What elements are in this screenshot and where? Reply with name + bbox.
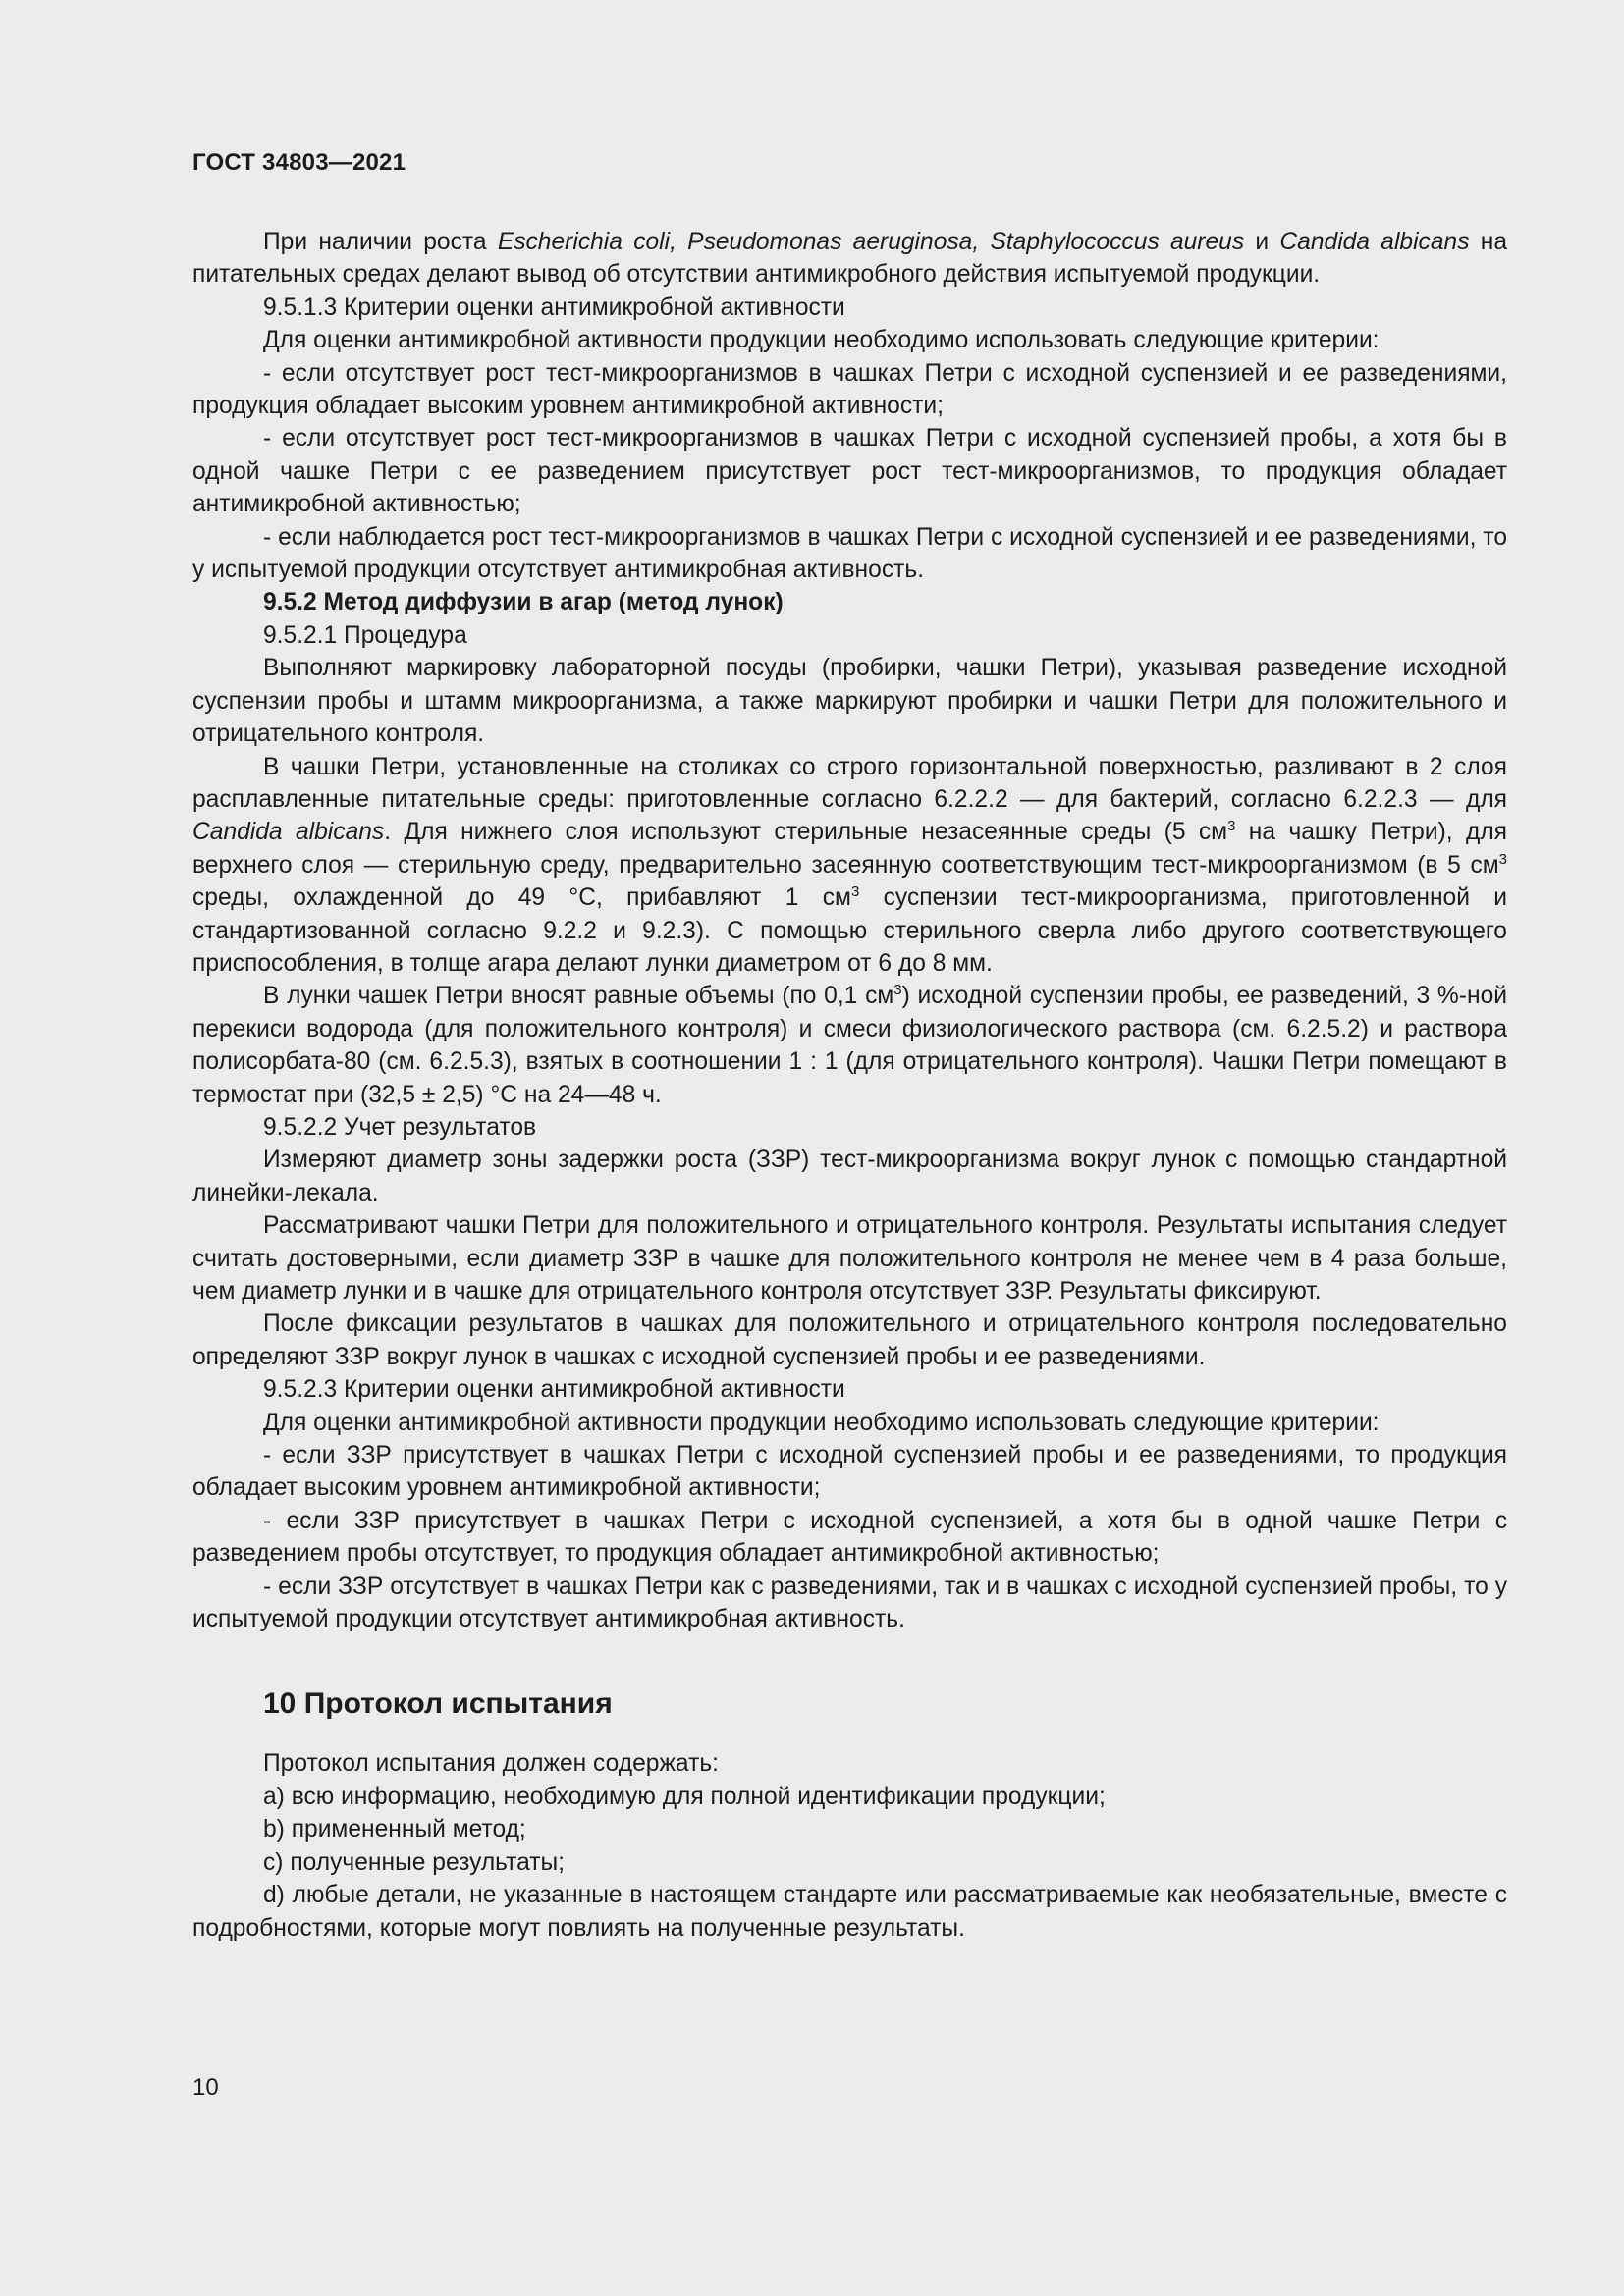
text-run: В чашки Петри, установленные на столиках со строго горизонтальной поверхностью, разливают в 2 слоя расплавленные питательные среды: приготовленные согласно 6.2.2.2 — для бактерий, согласно 6.2.2.3 — для (192, 753, 1507, 813)
list-item: - если ЗЗР отсутствует в чашках Петри как с разведениями, так и в чашках с исходной суспензией пробы, то у испытуемой продукции отсутствует антимикробная активность. (192, 1573, 1507, 1633)
text-run: на питательных средах делают вывод об отсутствии антимикробного действия испытуемой продукции. (192, 229, 1508, 289)
text-run: среды, охлажденной до 49 °С, прибавляют 1 см (192, 884, 851, 912)
subsection-heading: 9.5.2.3 Критерии оценки антимикробной активности (263, 1376, 845, 1404)
subsection-heading-bold: 9.5.2 Метод диффузии в агар (метод лунок) (263, 589, 784, 616)
list-item: - если отсутствует рост тест-микроорганизмов в чашках Петри с исходной суспензией пробы, а хотя бы в одной чашке Петри с ее разведением присутствует рост тест-микроорганизмов, то продукция обладает антимикробной активностью; (192, 425, 1507, 518)
text-run: суспензии тест-микроорганизма, приготовленной и стандартизованной согласно 9.2.2 и 9.2.3). С помощью стерильного сверла либо другого соответствующего приспособления, в толще агара делают лунки диаметром от 6 до 8 мм. (192, 884, 1508, 977)
document-body (192, 226, 1507, 1945)
text-run: и (1244, 229, 1280, 255)
text-run: При наличии роста (263, 229, 498, 255)
list-item: - если ЗЗР присутствует в чашках Петри с исходной суспензией, а хотя бы в одной чашке Петри с разведением пробы отсутствует, то продукция обладает антимикробной активностью; (192, 1507, 1507, 1568)
superscript: 3 (850, 883, 860, 901)
subsection-heading: 9.5.1.3 Критерии оценки антимикробной активности (263, 294, 845, 321)
text-run: на чашку Петри), для верхнего слоя — стерильную среду, предварительно засеянную соответствующим тест-микроорганизмом (в 5 см (192, 819, 1507, 879)
paragraph (192, 980, 1507, 1111)
document-header: ГОСТ 34803—2021 (192, 149, 406, 176)
superscript: 3 (893, 982, 902, 999)
list-item: - если отсутствует рост тест-микроорганизмов в чашках Петри с исходной суспензией и ее разведениями, продукция обладает высоким уровнем антимикробной активности; (192, 359, 1507, 420)
paragraph: Для оценки антимикробной активности продукции необходимо использовать следующие критерии: (263, 1409, 1380, 1436)
paragraph (192, 751, 1507, 981)
paragraph (192, 226, 1507, 292)
subsection-heading: 9.5.2.2 Учет результатов (263, 1113, 537, 1141)
list-item: a) всю информацию, необходимую для полной идентификации продукции; (263, 1783, 1106, 1810)
text-run: . Для нижнего слоя используют стерильные незасеянные среды (5 см (384, 819, 1228, 846)
organism-names: Escherichia coli, Pseudomonas aeruginosa, Staphylococcus aureus (497, 229, 1245, 255)
organism-name: Candida albicans (1279, 229, 1470, 255)
organism-name: Candida albicans (192, 819, 385, 846)
paragraph: Протокол испытания должен содержать: (263, 1750, 719, 1778)
superscript: 3 (1498, 850, 1507, 868)
paragraph: После фиксации результатов в чашках для положительного и отрицательного контроля последовательно определяют ЗЗР вокруг лунок в чашках с исходной суспензией пробы и ее разведениями. (192, 1310, 1507, 1370)
page-number: 10 (192, 2074, 219, 2101)
list-item: - если наблюдается рост тест-микроорганизмов в чашках Петри с исходной суспензией и ее разведениями, то у испытуемой продукции отсутствует антимикробная активность. (192, 523, 1507, 584)
paragraph: Выполняют маркировку лабораторной посуды (пробирки, чашки Петри), указывая разведение исходной суспензии пробы и штамм микроорганизма, а также маркируют пробирки и чашки Петри для положительного и отрицательного контроля. (192, 655, 1507, 748)
list-item: c) полученные результаты; (263, 1848, 565, 1876)
text-run: В лунки чашек Петри вносят равные объемы (по 0,1 см (263, 983, 894, 1010)
section-heading: 10 Протокол испытания (263, 1687, 613, 1721)
list-item: - если ЗЗР присутствует в чашках Петри с исходной суспензией пробы и ее разведениями, то продукция обладает высоким уровнем антимикробной активности; (192, 1442, 1507, 1502)
subsection-heading: 9.5.2.1 Процедура (263, 621, 467, 649)
paragraph: Рассматривают чашки Петри для положительного и отрицательного контроля. Результаты испытания следует считать достоверными, если диаметр ЗЗР в чашке для положительного контроля не менее чем в 4 раза больше, чем диаметр лунки и в чашке для отрицательного контроля отсутствует ЗЗР. Результаты фиксируют. (192, 1212, 1507, 1305)
paragraph: Измеряют диаметр зоны задержки роста (ЗЗР) тест-микроорганизма вокруг лунок с помощью стандартной линейки-лекала. (192, 1147, 1507, 1206)
list-item: d) любые детали, не указанные в настоящем стандарте или рассматриваемые как необязательные, вместе с подробностями, которые могут повлиять на полученные результаты. (192, 1882, 1507, 1942)
paragraph: Для оценки антимикробной активности продукции необходимо использовать следующие критерии: (263, 327, 1380, 354)
superscript: 3 (1227, 818, 1236, 835)
list-item: b) примененный метод; (263, 1816, 526, 1843)
text-run: ) исходной суспензии пробы, ее разведений, 3 %-ной перекиси водорода (для положительного контроля) и смеси физиологического раствора (см. 6.2.5.2) и раствора полисорбата-80 (см. 6.2.5.3), взятых в соотношении 1 : 1 (для отрицательного контроля). Чашки Петри помещают в термостат при (32,5 ± 2,5) °С на 24—48 ч. (192, 983, 1507, 1108)
